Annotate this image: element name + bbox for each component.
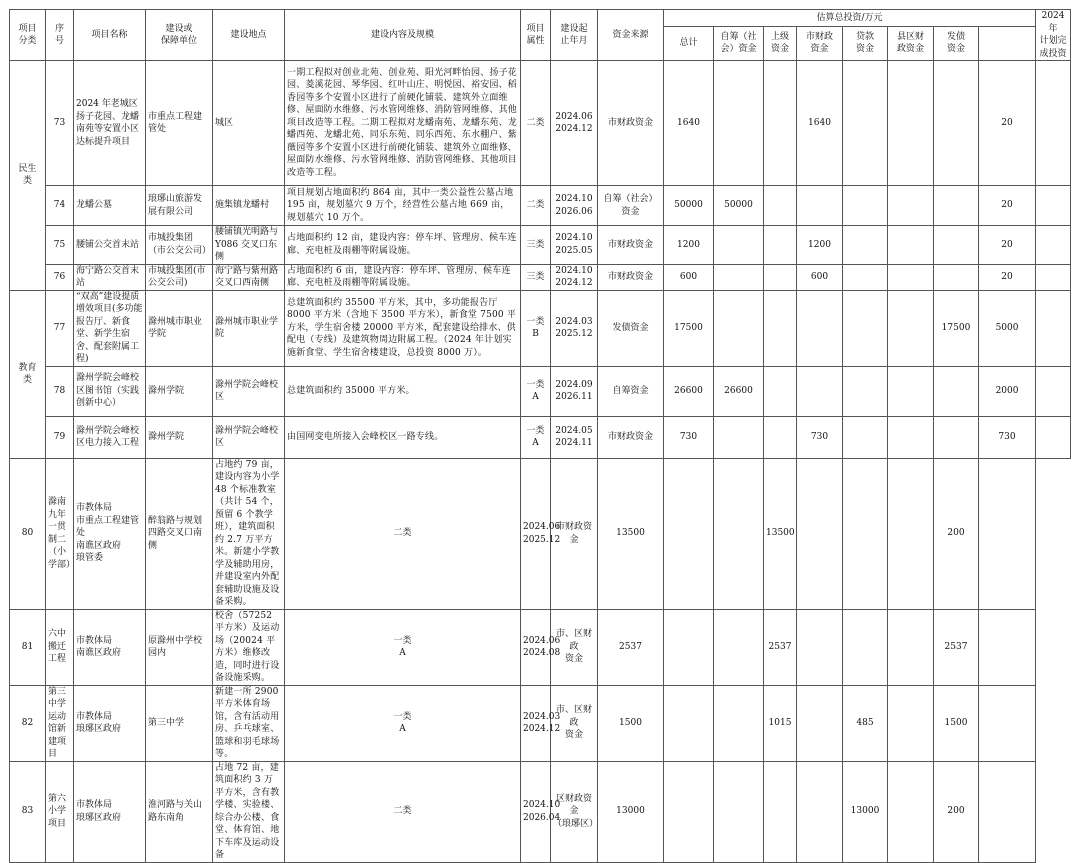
loan-funds-cell	[843, 416, 888, 458]
plan-2024-cell: 20	[979, 264, 1036, 290]
content-cell: 校舍（57252 平方米）及运动场（20024 平方米）维修改造，同时进行设备设施采购。	[213, 609, 285, 685]
table-row	[10, 458, 1071, 609]
location-cell: 原滁州中学校园内	[146, 609, 213, 685]
note-cell	[979, 761, 1036, 862]
total-cell: 13000	[598, 761, 664, 862]
seq-cell: 83	[10, 761, 46, 862]
source-cell: 市财政资金	[598, 264, 664, 290]
self-funds-cell	[664, 685, 714, 761]
attr-cell: 二类	[521, 61, 551, 186]
project-name-cell: 滁州学院会峰校区图书馆（实践创新中心）	[74, 366, 146, 416]
city-funds-cell	[797, 290, 843, 366]
seq-cell: 81	[10, 609, 46, 685]
plan-2024-cell: 20	[979, 61, 1036, 186]
content-cell: 新建一所 2900 平方米体育场馆，含有活动用房、乒乓球室、篮球和羽毛球场等。	[213, 685, 285, 761]
county-funds-cell	[888, 290, 934, 366]
plan-2024-cell: 200	[934, 458, 979, 609]
total-cell: 1500	[598, 685, 664, 761]
attr-cell: 一类 A	[285, 685, 521, 761]
upper-funds-cell	[764, 290, 797, 366]
header-county-funds: 县区财 政资金	[888, 26, 934, 60]
header-loan-funds: 贷款 资金	[843, 26, 888, 60]
table-row	[10, 226, 1071, 265]
content-cell: 一期工程拟对创业北苑、创业苑、阳光河畔怡园、扬子花园、菱溪花园、琴华园、红叶山庄、明悦园、裕安园、稻香园等多个安置小区进行了前硬化铺装、建筑外立面维修、屋面防水维修、污水管网维修、消防管网维修、其他项目改造等工程。二期工程拟对龙蟠南苑、龙蟠东苑、龙蟠西苑、龙蟠北苑、同乐东苑、同乐西苑、东水棚户、紫薇园等多个安置小区进行前硬化铺装、建筑外立面维修、屋面防水维修、污水管网维修、消防管网维修、其他项目改造等工程。	[285, 61, 521, 186]
self-funds-cell	[714, 61, 764, 186]
bond-funds-cell	[888, 458, 934, 609]
project-name-cell: 海宁路公交首末站	[74, 264, 146, 290]
period-cell: 2024.05 2024.11	[551, 416, 598, 458]
loan-funds-cell	[797, 458, 843, 609]
location-cell: 滁州学院会峰校区	[213, 366, 285, 416]
upper-funds-cell	[714, 685, 764, 761]
table-row	[10, 685, 1071, 761]
note-cell	[1036, 290, 1071, 366]
loan-funds-cell	[843, 61, 888, 186]
header-attr: 项目 属性	[521, 10, 551, 61]
total-cell: 1200	[664, 226, 714, 265]
period-cell: 2024.10 2026.06	[551, 186, 598, 226]
project-table-body	[10, 61, 1071, 863]
plan-2024-cell: 200	[934, 761, 979, 862]
upper-funds-cell	[714, 609, 764, 685]
note-cell	[1036, 416, 1071, 458]
content-cell: 占地 72 亩，建筑面积约 3 万平方米，含有教学楼、实验楼、综合办公楼、食堂、体育馆、地下车库及运动设备	[213, 761, 285, 862]
source-cell: 市财政资金	[598, 416, 664, 458]
total-cell: 13500	[598, 458, 664, 609]
location-cell: 滁州学院会峰校区	[213, 416, 285, 458]
period-cell: 2024.06 2024.08	[521, 609, 551, 685]
unit-cell: 市教体局 市重点工程建管处 南谯区政府 琅管委	[74, 458, 146, 609]
seq-cell: 77	[46, 290, 74, 366]
period-cell: 2024.03 2025.12	[551, 290, 598, 366]
content-cell: 占地约 79 亩，建设内容为小学 48 个标准教室（共计 54 个，预留 6 个教学班），建筑面积约 2.7 万平方米。新建小学教学及辅助用房，并建设室内外配套辅助设施及设备采购。	[213, 458, 285, 609]
note-cell	[979, 458, 1036, 609]
bond-funds-cell	[934, 226, 979, 265]
category-cell: 教育 类	[10, 290, 46, 458]
seq-cell: 78	[46, 366, 74, 416]
city-funds-cell: 1640	[797, 61, 843, 186]
table-row	[10, 609, 1071, 685]
project-name-cell: 第三中学运动馆新建项目	[46, 685, 74, 761]
unit-cell: 琅琊山旅游发展有限公司	[146, 186, 213, 226]
source-cell: 市财政资金	[598, 61, 664, 186]
city-funds-cell: 2537	[764, 609, 797, 685]
project-table-sheet	[9, 9, 1070, 863]
note-cell	[979, 685, 1036, 761]
note-cell	[1036, 61, 1071, 186]
project-name-cell: 腰铺公交首末站	[74, 226, 146, 265]
location-cell: 醉翁路与规划四路交叉口南侧	[146, 458, 213, 609]
project-name-cell: 第六小学项目	[46, 761, 74, 862]
seq-cell: 74	[46, 186, 74, 226]
upper-funds-cell	[764, 61, 797, 186]
header-location: 建设地点	[213, 10, 285, 61]
project-name-cell: 龙蟠公墓	[74, 186, 146, 226]
city-funds-cell: 13500	[764, 458, 797, 609]
period-cell: 2024.09 2026.11	[551, 366, 598, 416]
bond-funds-cell	[934, 186, 979, 226]
upper-funds-cell	[764, 416, 797, 458]
loan-funds-cell	[797, 761, 843, 862]
attr-cell: 三类	[521, 264, 551, 290]
bond-funds-cell	[934, 416, 979, 458]
unit-cell: 市城投集团（市公交公司）	[146, 226, 213, 265]
project-name-cell: 2024 年老城区扬子花园、龙蟠南苑等安置小区达标提升项目	[74, 61, 146, 186]
table-row	[10, 416, 1071, 458]
note-cell	[1036, 366, 1071, 416]
header-self-funds: 自筹（社 会）资金	[714, 26, 764, 60]
location-cell: 城区	[213, 61, 285, 186]
note-cell	[979, 609, 1036, 685]
header-unit: 建设或 保障单位	[146, 10, 213, 61]
source-cell: 市财政资金	[598, 226, 664, 265]
attr-cell: 二类	[521, 186, 551, 226]
upper-funds-cell	[714, 458, 764, 609]
location-cell: 滁州城市职业学院	[213, 290, 285, 366]
source-cell: 市、区财政 资金	[551, 609, 598, 685]
loan-funds-cell	[797, 609, 843, 685]
source-cell: 区财政资金 （琅琊区）	[551, 761, 598, 862]
plan-2024-cell: 1500	[934, 685, 979, 761]
project-name-cell: 滁州学院会峰校区电力接入工程	[74, 416, 146, 458]
plan-2024-cell: 730	[979, 416, 1036, 458]
table-row	[10, 264, 1071, 290]
city-funds-cell: 1200	[797, 226, 843, 265]
content-cell: 项目规划占地面积约 864 亩，其中一类公益性公墓占地 195 亩，规划墓穴 9 万个，经营性公墓占地 669 亩，规划墓穴 10 万个。	[285, 186, 521, 226]
table-row	[10, 61, 1071, 186]
category-cell: 民生 类	[10, 61, 46, 291]
county-funds-cell	[888, 61, 934, 186]
unit-cell: 市教体局 南谯区政府	[74, 609, 146, 685]
upper-funds-cell	[764, 226, 797, 265]
header-seq: 序 号	[46, 10, 74, 61]
period-cell: 2024.06 2025.12	[521, 458, 551, 609]
city-funds-cell: 1015	[764, 685, 797, 761]
attr-cell: 一类 B	[521, 290, 551, 366]
header-project-name: 项目名称	[74, 10, 146, 61]
table-row	[10, 186, 1071, 226]
total-cell: 50000	[664, 186, 714, 226]
county-funds-cell	[888, 186, 934, 226]
note-cell	[1036, 186, 1071, 226]
project-name-cell: 滁南九年一贯制二（小学部）	[46, 458, 74, 609]
city-funds-cell	[797, 186, 843, 226]
loan-funds-cell	[843, 290, 888, 366]
content-cell: 占地面积约 6 亩，建设内容：停车坪、管理房、候车连廊、充电桩及雨棚等附属设施。	[285, 264, 521, 290]
content-cell: 总建筑面积约 35000 平方米。	[285, 366, 521, 416]
period-cell: 2024.06 2024.12	[551, 61, 598, 186]
plan-2024-cell: 2537	[934, 609, 979, 685]
bond-funds-cell	[888, 761, 934, 862]
location-cell: 施集镇龙蟠村	[213, 186, 285, 226]
unit-cell: 滁州学院	[146, 366, 213, 416]
location-cell: 海宁路与紫州路交叉口西南侧	[213, 264, 285, 290]
source-cell: 自筹（社会） 资金	[598, 186, 664, 226]
header-upper-funds: 上级 资金	[764, 26, 797, 60]
location-cell: 淮河路与关山路东南角	[146, 761, 213, 862]
table-row	[10, 761, 1071, 862]
period-cell: 2024.03 2024.12	[521, 685, 551, 761]
plan-2024-cell: 5000	[979, 290, 1036, 366]
bond-funds-cell	[934, 264, 979, 290]
header-plan-2024: 2024 年 计划完 成投资	[1036, 10, 1071, 61]
source-cell: 市财政资金	[551, 458, 598, 609]
plan-2024-cell: 20	[979, 186, 1036, 226]
county-funds-cell	[843, 458, 888, 609]
attr-cell: 一类 A	[521, 366, 551, 416]
loan-funds-cell	[797, 685, 843, 761]
bond-funds-cell: 17500	[934, 290, 979, 366]
self-funds-cell	[714, 290, 764, 366]
bond-funds-cell	[934, 61, 979, 186]
self-funds-cell	[664, 458, 714, 609]
county-funds-cell	[888, 226, 934, 265]
header-category: 项目 分类	[10, 10, 46, 61]
bond-funds-cell	[888, 685, 934, 761]
unit-cell: 市重点工程建管处	[146, 61, 213, 186]
loan-funds-cell	[843, 186, 888, 226]
self-funds-cell: 26600	[714, 366, 764, 416]
city-funds-cell: 600	[797, 264, 843, 290]
total-cell: 600	[664, 264, 714, 290]
self-funds-cell	[714, 416, 764, 458]
note-cell	[1036, 226, 1071, 265]
county-funds-cell	[888, 264, 934, 290]
content-cell: 由国网变电所接入会峰校区一路专线。	[285, 416, 521, 458]
project-name-cell: “双高”建设提质增效项目(多功能报告厅、新食堂、新学生宿舍、配套附属工程)	[74, 290, 146, 366]
attr-cell: 二类	[285, 458, 521, 609]
unit-cell: 市教体局 琅琊区政府	[74, 685, 146, 761]
seq-cell: 76	[46, 264, 74, 290]
source-cell: 发债资金	[598, 290, 664, 366]
seq-cell: 75	[46, 226, 74, 265]
plan-2024-cell: 2000	[979, 366, 1036, 416]
self-funds-cell	[664, 609, 714, 685]
total-cell: 26600	[664, 366, 714, 416]
bond-funds-cell	[888, 609, 934, 685]
attr-cell: 三类	[521, 226, 551, 265]
county-funds-cell	[888, 416, 934, 458]
note-cell	[1036, 264, 1071, 290]
loan-funds-cell	[843, 226, 888, 265]
seq-cell: 82	[10, 685, 46, 761]
self-funds-cell	[714, 264, 764, 290]
period-cell: 2024.10 2026.04	[521, 761, 551, 862]
unit-cell: 滁州学院	[146, 416, 213, 458]
header-city-funds: 市财政 资金	[797, 26, 843, 60]
total-cell: 17500	[664, 290, 714, 366]
header-content: 建设内容及规模	[285, 10, 521, 61]
county-funds-cell	[843, 609, 888, 685]
content-cell: 占地面积约 12 亩，建设内容：停车坪、管理房、候车连廊、充电桩及雨棚等附属设施。	[285, 226, 521, 265]
upper-funds-cell	[764, 186, 797, 226]
city-funds-cell	[797, 366, 843, 416]
period-cell: 2024.10 2025.05	[551, 226, 598, 265]
self-funds-cell: 50000	[714, 186, 764, 226]
period-cell: 2024.10 2024.12	[551, 264, 598, 290]
header-total: 总计	[664, 26, 714, 60]
upper-funds-cell	[764, 264, 797, 290]
self-funds-cell	[664, 761, 714, 862]
location-cell: 第三中学	[146, 685, 213, 761]
total-cell: 730	[664, 416, 714, 458]
header-estimated-investment: 估算总投资/万元	[664, 10, 1036, 27]
attr-cell: 一类 A	[521, 416, 551, 458]
header-source: 资金来源	[598, 10, 664, 61]
seq-cell: 73	[46, 61, 74, 186]
county-funds-cell: 485	[843, 685, 888, 761]
bond-funds-cell	[934, 366, 979, 416]
total-cell: 2537	[598, 609, 664, 685]
loan-funds-cell	[843, 264, 888, 290]
source-cell: 市、区财政 资金	[551, 685, 598, 761]
upper-funds-cell	[714, 761, 764, 862]
seq-cell: 79	[46, 416, 74, 458]
seq-cell: 80	[10, 458, 46, 609]
project-name-cell: 六中搬迁工程	[46, 609, 74, 685]
header-bond-funds: 发债 资金	[934, 26, 979, 60]
city-funds-cell	[764, 761, 797, 862]
plan-2024-cell: 20	[979, 226, 1036, 265]
total-cell: 1640	[664, 61, 714, 186]
attr-cell: 二类	[285, 761, 521, 862]
unit-cell: 市教体局 琅琊区政府	[74, 761, 146, 862]
attr-cell: 一类 A	[285, 609, 521, 685]
upper-funds-cell	[764, 366, 797, 416]
loan-funds-cell	[843, 366, 888, 416]
city-funds-cell: 730	[797, 416, 843, 458]
project-table	[9, 9, 1071, 863]
location-cell: 腰铺镇光明路与 Y086 交叉口东侧	[213, 226, 285, 265]
header-period: 建设起 止年月	[551, 10, 598, 61]
unit-cell: 滁州城市职业学院	[146, 290, 213, 366]
unit-cell: 市城投集团(市公交公司)	[146, 264, 213, 290]
content-cell: 总建筑面积约 35500 平方米，其中，多功能报告厅 8000 平方米（含地下 3500 平方米），新食堂 7500 平方米，学生宿舍楼 20000 平方米，配套建设给排水、供配电（专线）及建筑物周边附属工程。（2024 年计划实施新食堂、学生宿舍楼建设，总投资 8000 万）。	[285, 290, 521, 366]
county-funds-cell	[888, 366, 934, 416]
county-funds-cell: 13000	[843, 761, 888, 862]
table-row	[10, 290, 1071, 366]
source-cell: 自筹资金	[598, 366, 664, 416]
table-row	[10, 366, 1071, 416]
self-funds-cell	[714, 226, 764, 265]
